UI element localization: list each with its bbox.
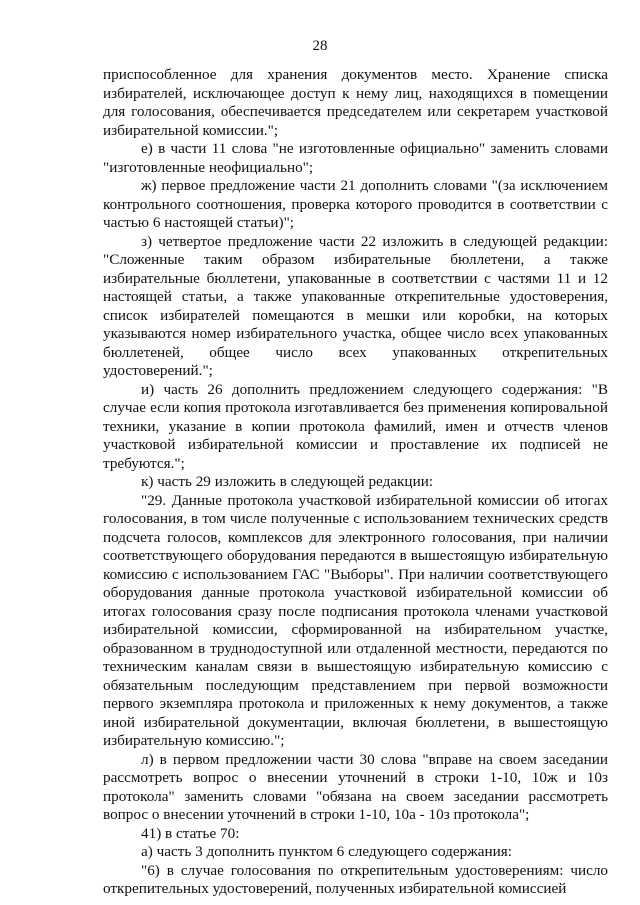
paragraph-item-zh: ж) первое предложение части 21 дополнить словами "(за исключением контрольного соотношения, проверка которого проводится в соответствии с частью 6 настоящей статьи)"; <box>103 177 608 231</box>
paragraph-item-z: з) четвертое предложение части 22 изложить в следующей редакции: "Сложенные таким образом избирательные бюллетени, а также избирательные бюллетени, упакованные в соответствии с частями 11 и 12 настоящей статьи, а также упакованные открепительные удостоверения, список избирателей помещаются в мешки или коробки, на которых указываются номер избирательного участка, общее число всех упакованных бюллетеней, общее число всех упакованных открепительных удостоверений."; <box>103 232 608 379</box>
page-number: 28 <box>312 38 328 54</box>
paragraph-item-k: к) часть 29 изложить в следующей редакции: <box>141 473 434 490</box>
paragraph-article-70: 41) в статье 70: <box>141 824 240 842</box>
paragraph-item-e: е) в части 11 слова "не изготовленные официально" заменить словами "изготовленные неофициально"; <box>103 140 608 176</box>
paragraph-continuation: приспособленное для хранения документов место. Хранение списка избирателей, исключающее доступ к нему лиц, находящихся в помещении для голосования, обеспечивается председателем или секретарем участковой избирательной комиссии."; <box>103 66 608 139</box>
paragraph-item-a: а) часть 3 дополнить пунктом 6 следующего содержания: <box>141 843 512 860</box>
paragraph-item-i: и) часть 26 дополнить предложением следующего содержания: "В случае если копия протокола изготавливается без применения копировальной техники, указание в копии протокола фамилий, имен и отчеств членов участковой избирательной комиссии и проставление их подписей не требуются."; <box>103 380 608 472</box>
paragraph-part-29: "29. Данные протокола участковой избирательной комиссии об итогах голосования, в том числе полученные с использованием технических средств подсчета голосов, комплексов для электронного голосования, при наличии соответствующего оборудования передаются в вышестоящую избирательную комиссию с использованием ГАС "Выборы". При наличии соответствующего оборудования данные протокола участковой избирательной комиссии об итогах голосования сразу после подписания протокола членами участковой избирательной комиссии, сформированной на избирательном участке, образованном в труднодоступной или отдаленной местности, передаются по техническим каналам связи в вышестоящую избирательную комиссию с обязательным последующим представлением при первой возможности первого экземпляра протокола и приложенных к нему документов, а также иной избирательной документации, включая бюллетени, в вышестоящую избирательную комиссию."; <box>103 491 608 749</box>
paragraph-item-l: л) в первом предложении части 30 слова "вправе на своем заседании рассмотреть вопрос о внесении уточнений в строки 1-10, 10ж и 10з протокола" заменить словами "обязана на своем заседании рассмотреть вопрос о внесении уточнений в строки 1-10, 10а - 10з протокола"; <box>103 750 608 823</box>
paragraph-point-6: "6) в случае голосования по открепительным удостоверениям: число открепительных удостоверений, полученных избирательной комиссией <box>103 861 608 897</box>
document-body <box>103 66 608 899</box>
